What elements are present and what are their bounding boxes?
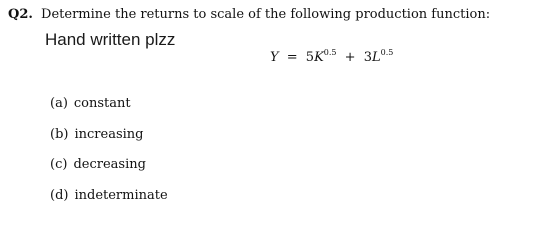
- production-function-equation: [270, 50, 393, 65]
- option-letter: (c): [50, 157, 68, 172]
- option-text: indeterminate: [74, 187, 168, 203]
- option-letter: (d): [50, 187, 69, 203]
- option-letter: (b): [50, 126, 69, 142]
- answer-options: [50, 96, 168, 218]
- option-b[interactable]: [50, 127, 168, 158]
- option-c[interactable]: [50, 157, 168, 188]
- term1-coefficient: 5: [305, 50, 315, 65]
- question-heading: [8, 7, 490, 22]
- handwritten-note: Hand written plzz: [45, 30, 176, 49]
- option-a[interactable]: [50, 96, 168, 127]
- term2-coefficient: 3: [363, 50, 372, 65]
- option-letter: (a): [50, 96, 68, 111]
- term1-variable: K: [314, 50, 324, 65]
- term2-exponent: 0.5: [380, 48, 394, 57]
- term1-exponent: 0.5: [323, 48, 337, 57]
- equation-plus: +: [344, 50, 356, 65]
- option-text: increasing: [74, 126, 144, 142]
- question-number: Q2.: [8, 7, 33, 22]
- option-d[interactable]: [50, 188, 168, 219]
- option-text: constant: [73, 96, 131, 111]
- question-text: Determine the returns to scale of the following production function:: [41, 7, 491, 22]
- equation-lhs: Y: [270, 50, 279, 65]
- term2-variable: L: [371, 50, 381, 65]
- option-text: decreasing: [73, 157, 146, 172]
- equation-equals: =: [286, 50, 298, 65]
